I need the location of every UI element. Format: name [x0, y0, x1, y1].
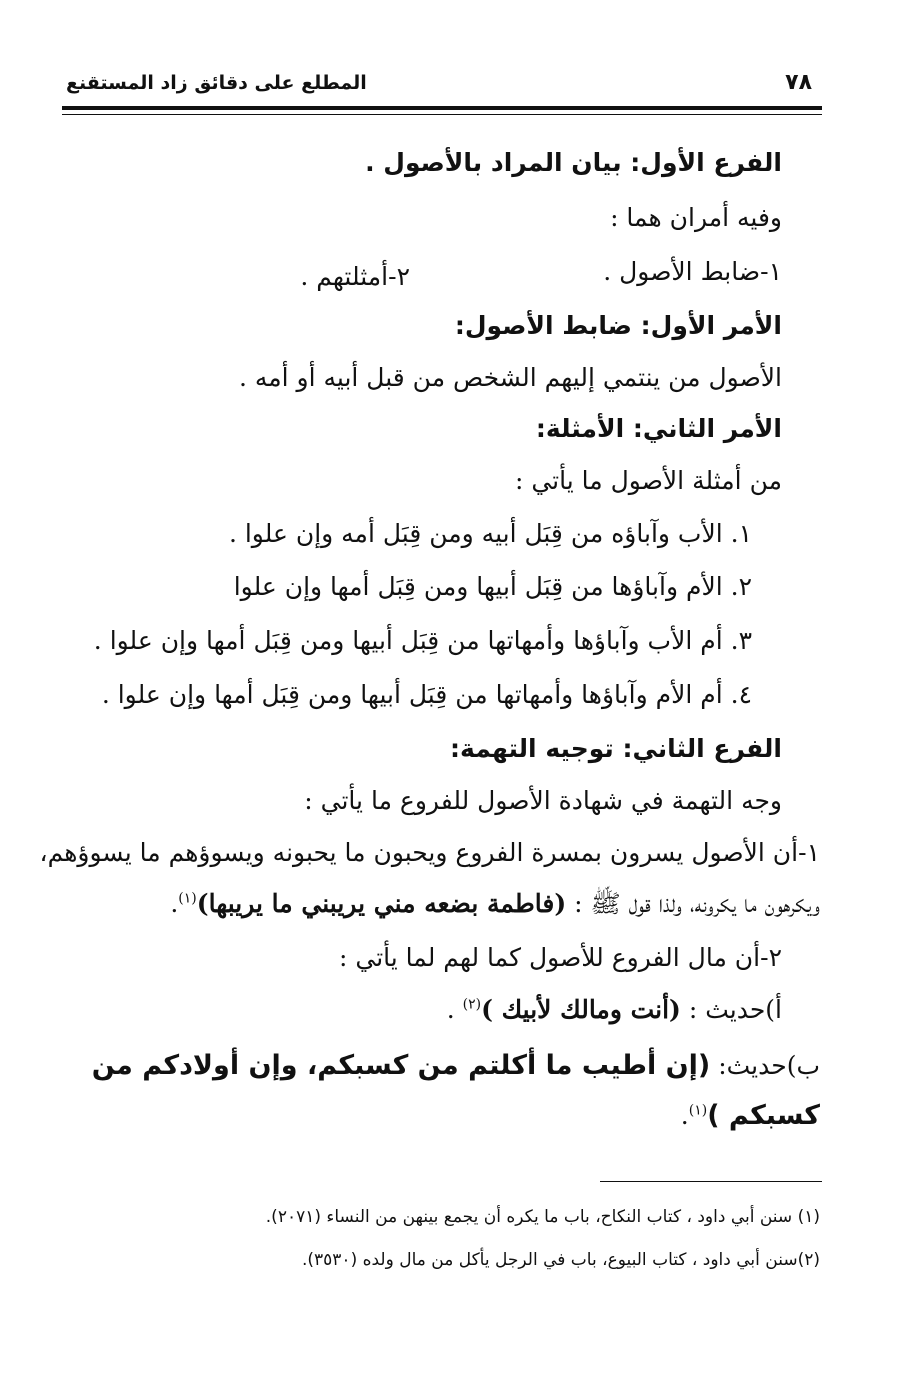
example-text: أم الأم وآباؤها وأمهاتها من قِبَل أبيها ومن قِبَل أمها وإن علوا . — [101, 680, 723, 709]
hadith-b-line1 — [92, 1050, 820, 1082]
example-item-1 — [229, 519, 752, 549]
branch2-heading: الفرع الثاني: توجيه التهمة: — [450, 734, 782, 763]
accusation-intro: وجه التهمة في شهادة الأصول للفروع ما يأتي : — [304, 786, 782, 815]
reason1-prefix: ويكرهون ما يكرونه، ولذا قول ﷺ : — [574, 889, 820, 918]
hadith-b-end: . — [680, 1101, 689, 1130]
hadith-b-quote-line1: (إن أطيب ما أكلتم من كسبكم، وإن أولادكم من — [91, 1050, 711, 1081]
hadith-b-footnote-ref: (١) — [688, 1102, 708, 1119]
example-number: ٣. — [730, 626, 752, 655]
branch1-heading: الفرع الأول: بيان المراد بالأصول . — [365, 148, 782, 177]
hadith-a-end: . — [446, 995, 455, 1024]
examples-intro: من أمثلة الأصول ما يأتي : — [514, 466, 782, 495]
hadith-a-prefix: أ)حديث : — [688, 995, 782, 1024]
page-header — [62, 66, 822, 106]
intro-text: وفيه أمران هما : — [610, 203, 782, 232]
reason1-quote: (فاطمة بضعه مني يريبني ما يريبها) — [196, 889, 567, 918]
header-rule-thick — [62, 106, 822, 110]
hadith-a — [447, 995, 782, 1025]
matter1-text: الأصول من ينتمي إليهم الشخص من قبل أبيه أو أمه . — [238, 363, 782, 392]
reason1-line1: ١-أن الأصول يسرون بمسرة الفروع ويحبون ما يحبونه ويسوؤهم ما يسوؤهم، — [39, 838, 820, 867]
example-text: الأب وآباؤه من قِبَل أبيه ومن قِبَل أمه وإن علوا . — [228, 519, 723, 548]
matter2-heading: الأمر الثاني: الأمثلة: — [535, 414, 782, 443]
list-item-2: ٢-أمثلتهم . — [300, 262, 410, 291]
hadith-a-footnote-ref: (٢) — [462, 996, 482, 1013]
example-item-3 — [94, 626, 752, 656]
hadith-b-prefix: ب)حديث: — [718, 1051, 820, 1080]
hadith-a-quote: (أنت ومالك لأبيك ) — [481, 995, 681, 1024]
example-number: ١. — [730, 519, 752, 548]
hadith-b-line2 — [681, 1100, 820, 1132]
header-rule-thin — [62, 114, 822, 115]
example-item-4 — [102, 680, 752, 710]
page-number: ٧٨ — [785, 70, 812, 95]
reason1-line2 — [170, 889, 820, 919]
book-title: المطلع على دقائق زاد المستقنع — [66, 72, 367, 94]
reason1-footnote-ref: (١) — [178, 890, 197, 907]
reason2: ٢-أن مال الفروع للأصول كما لهم لما يأتي : — [338, 943, 782, 972]
footnote-2: (٢)سنن أبي داود ، كتاب البيوع، باب في الرجل يأكل من مال ولده (٣٥٣٠). — [301, 1250, 820, 1270]
example-number: ٤. — [730, 680, 752, 709]
example-number: ٢. — [730, 572, 752, 601]
example-text: الأم وآباؤها من قِبَل أبيها ومن قِبَل أمها وإن علوا — [233, 572, 723, 601]
reason1-end: . — [170, 889, 179, 918]
example-item-2 — [234, 572, 752, 602]
example-text: أم الأب وآباؤها وأمهاتها من قِبَل أبيها ومن قِبَل أمها وإن علوا . — [93, 626, 723, 655]
hadith-b-quote-line2: كسبكم ) — [707, 1100, 820, 1131]
list-item-1: ١-ضابط الأصول . — [603, 257, 782, 286]
matter1-heading: الأمر الأول: ضابط الأصول: — [454, 311, 782, 340]
footnote-1: (١) سنن أبي داود ، كتاب النكاح، باب ما يكره أن يجمع بينهن من النساء (٢٠٧١). — [265, 1207, 820, 1227]
footnote-separator — [600, 1181, 822, 1182]
